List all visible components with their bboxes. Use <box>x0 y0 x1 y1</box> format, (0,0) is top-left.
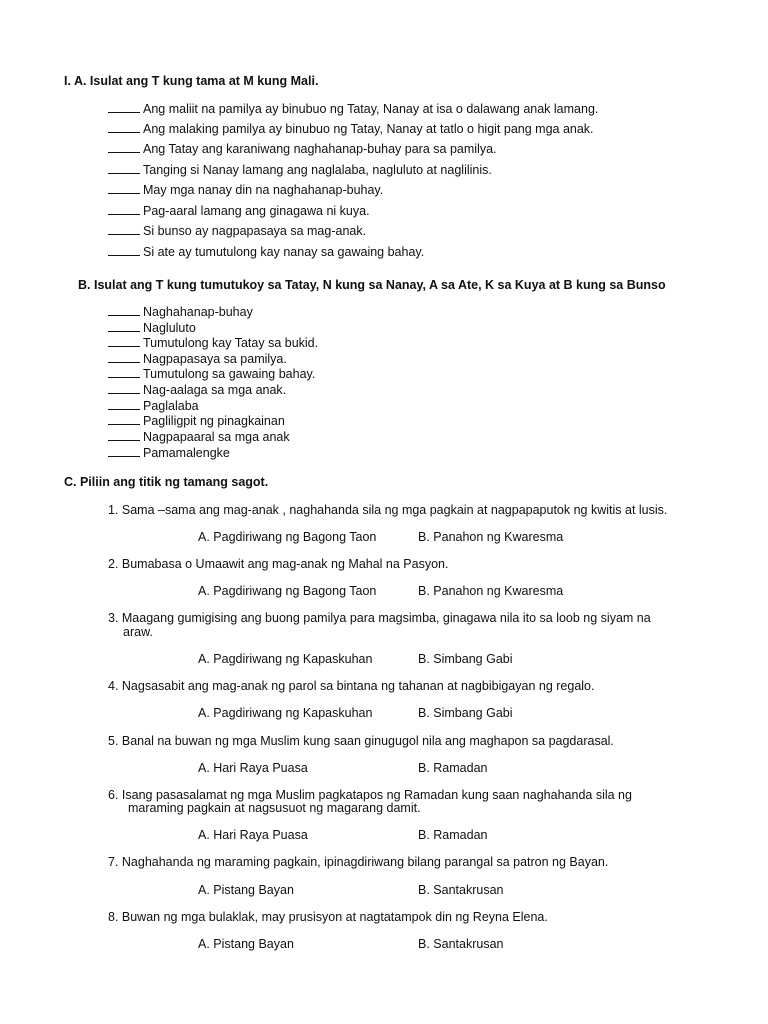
answer-blank[interactable] <box>108 305 140 316</box>
question-text: 3. Maagang gumigising ang buong pamilya para magsimba, ginagawa nila ito sa loob ng siyam na <box>108 611 651 625</box>
answer-blank[interactable] <box>108 142 140 153</box>
section-a-item <box>108 183 383 197</box>
item-text: Ang maliit na pamilya ay binubuo ng Tatay, Nanay at isa o dalawang anak lamang. <box>143 102 599 116</box>
section-a-item <box>108 122 594 136</box>
item-text: Naghahanap-buhay <box>143 305 253 319</box>
option-a[interactable]: A. Hari Raya Puasa <box>198 761 308 775</box>
answer-blank[interactable] <box>108 102 140 113</box>
item-text: Ang Tatay ang karaniwang naghahanap-buhay para sa pamilya. <box>143 142 497 156</box>
item-text: Pag-aaral lamang ang ginagawa ni kuya. <box>143 204 370 218</box>
option-b[interactable]: B. Santakrusan <box>418 937 504 951</box>
option-b[interactable]: B. Simbang Gabi <box>418 706 513 720</box>
section-a-item <box>108 102 598 116</box>
question-text: 6. Isang pasasalamat ng mga Muslim pagkatapos ng Ramadan kung saan naghahanda sila ng <box>108 788 632 802</box>
answer-blank[interactable] <box>108 163 140 174</box>
answer-blank[interactable] <box>108 414 140 425</box>
question-text: 8. Buwan ng mga bulaklak, may prusisyon at nagtatampok din ng Reyna Elena. <box>108 910 548 924</box>
item-text: Nagluluto <box>143 321 196 335</box>
section-b-item <box>108 430 290 444</box>
item-text: Ang malaking pamilya ay binubuo ng Tatay, Nanay at tatlo o higit pang mga anak. <box>143 122 594 136</box>
option-b[interactable]: B. Panahon ng Kwaresma <box>418 530 564 544</box>
option-a[interactable]: A. Pistang Bayan <box>198 883 294 897</box>
option-a[interactable]: A. Pagdiriwang ng Bagong Taon <box>198 584 377 598</box>
item-text: Si bunso ay nagpapasaya sa mag-anak. <box>143 224 367 238</box>
item-text: Si ate ay tumutulong kay nanay sa gawaing bahay. <box>143 245 425 259</box>
option-a[interactable]: A. Pagdiriwang ng Kapaskuhan <box>198 652 373 666</box>
option-a[interactable]: A. Pagdiriwang ng Kapaskuhan <box>198 706 373 720</box>
section-b-item <box>108 321 196 335</box>
section-b-item <box>108 414 285 428</box>
section-b-heading: B. Isulat ang T kung tumutukoy sa Tatay, N kung sa Nanay, A sa Ate, K sa Kuya at B kung sa Bunso <box>78 278 666 292</box>
section-b-item <box>108 352 287 366</box>
option-b[interactable]: B. Santakrusan <box>418 883 504 897</box>
question-text: 5. Banal na buwan ng mga Muslim kung saan ginugugol nila ang maghapon sa pagdarasal. <box>108 734 614 748</box>
option-a[interactable]: A. Hari Raya Puasa <box>198 828 308 842</box>
answer-blank[interactable] <box>108 383 140 394</box>
question-text-continued: araw. <box>123 625 153 639</box>
answer-blank[interactable] <box>108 367 140 378</box>
answer-blank[interactable] <box>108 399 140 410</box>
section-c-heading: C. Piliin ang titik ng tamang sagot. <box>64 475 269 489</box>
answer-blank[interactable] <box>108 430 140 441</box>
item-text: Nag-aalaga sa mga anak. <box>143 383 287 397</box>
answer-blank[interactable] <box>108 446 140 457</box>
answer-blank[interactable] <box>108 224 140 235</box>
item-text: Nagpapasaya sa pamilya. <box>143 352 287 366</box>
item-text: Tumutulong sa gawaing bahay. <box>143 367 316 381</box>
answer-blank[interactable] <box>108 336 140 347</box>
item-text: Paglalaba <box>143 399 199 413</box>
answer-blank[interactable] <box>108 204 140 215</box>
item-text: Pagliligpit ng pinagkainan <box>143 414 285 428</box>
section-b-item <box>108 367 315 381</box>
question-text: 7. Naghahanda ng maraming pagkain, ipinagdiriwang bilang parangal sa patron ng Bayan. <box>108 855 609 869</box>
answer-blank[interactable] <box>108 352 140 363</box>
answer-blank[interactable] <box>108 321 140 332</box>
section-b-item <box>108 446 230 460</box>
question-text: 4. Nagsasabit ang mag-anak ng parol sa bintana ng tahanan at nagbibigayan ng regalo. <box>108 679 595 693</box>
item-text: Pamamalengke <box>143 446 230 460</box>
item-text: Tumutulong kay Tatay sa bukid. <box>143 336 319 350</box>
section-a-item <box>108 142 497 156</box>
section-b-item <box>108 383 286 397</box>
answer-blank[interactable] <box>108 122 140 133</box>
answer-blank[interactable] <box>108 245 140 256</box>
section-a-item <box>108 245 424 259</box>
option-b[interactable]: B. Simbang Gabi <box>418 652 513 666</box>
question-text: 2. Bumabasa o Umaawit ang mag-anak ng Mahal na Pasyon. <box>108 557 449 571</box>
section-b-item <box>108 305 253 319</box>
item-text: May mga nanay din na naghahanap-buhay. <box>143 183 384 197</box>
section-b-item <box>108 336 318 350</box>
item-text: Tanging si Nanay lamang ang naglalaba, nagluluto at naglilinis. <box>143 163 492 177</box>
option-a[interactable]: A. Pagdiriwang ng Bagong Taon <box>198 530 377 544</box>
section-a-heading: I. A. Isulat ang T kung tama at M kung Mali. <box>64 74 319 88</box>
question-text: 1. Sama –sama ang mag-anak , naghahanda sila ng mga pagkain at nagpapaputok ng kwitis at lusis. <box>108 503 668 517</box>
option-b[interactable]: B. Ramadan <box>418 828 488 842</box>
option-b[interactable]: B. Ramadan <box>418 761 488 775</box>
section-a-item <box>108 163 492 177</box>
section-a-item <box>108 224 366 238</box>
option-a[interactable]: A. Pistang Bayan <box>198 937 294 951</box>
item-text: Nagpapaaral sa mga anak <box>143 430 290 444</box>
section-b-item <box>108 399 199 413</box>
answer-blank[interactable] <box>108 183 140 194</box>
question-text-continued: maraming pagkain at nagsusuot ng magarang damit. <box>128 801 421 815</box>
section-a-item <box>108 204 370 218</box>
option-b[interactable]: B. Panahon ng Kwaresma <box>418 584 564 598</box>
